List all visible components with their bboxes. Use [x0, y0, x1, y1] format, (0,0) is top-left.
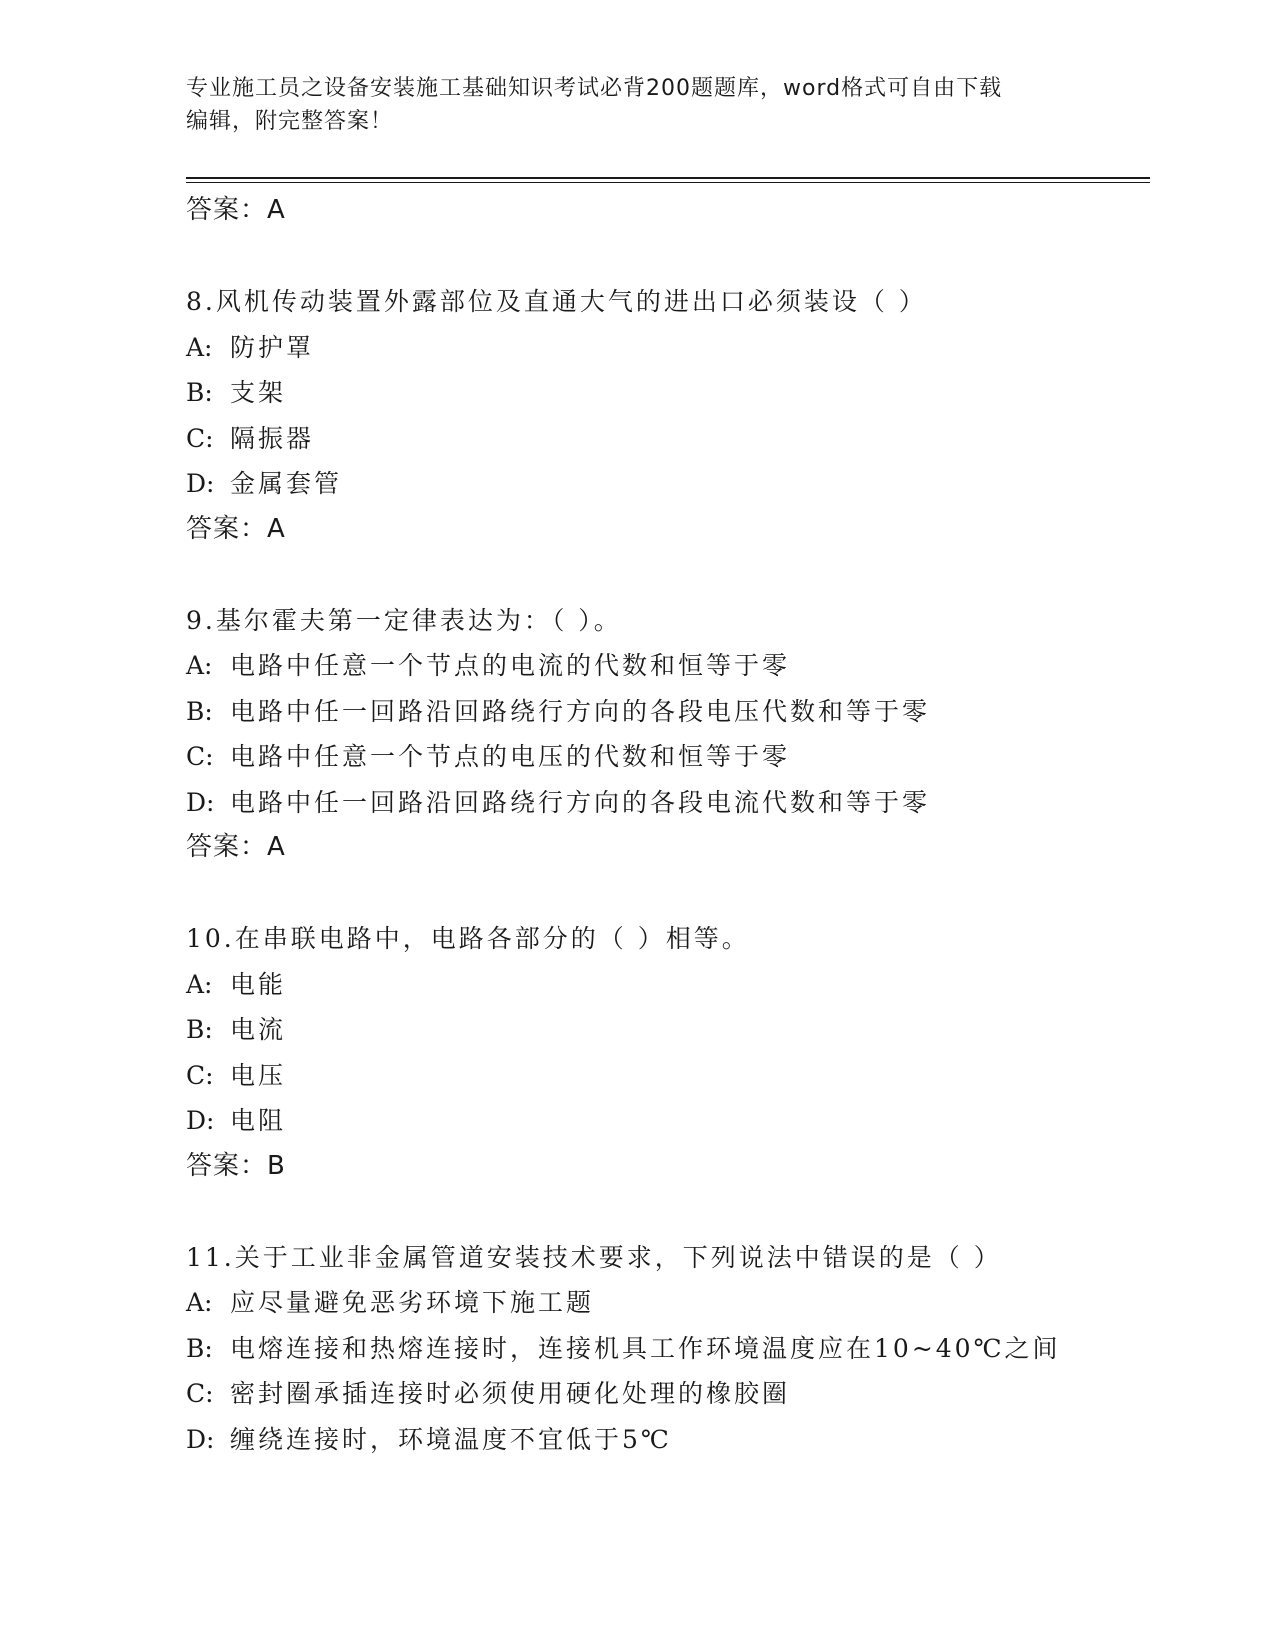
option-letter: C:: [186, 1379, 214, 1408]
header-divider-thin: [186, 182, 1150, 183]
option-text: 电路中任意一个节点的电压的代数和恒等于零: [230, 742, 791, 771]
header-line-1: 专业施工员之设备安装施工基础知识考试必背200题题库，word格式可自由下载: [186, 76, 1003, 101]
option-text: 防护罩: [230, 332, 315, 362]
spacer: [186, 871, 1146, 917]
question-block: [186, 916, 1146, 1189]
option-letter: B:: [186, 696, 213, 726]
option-text: 电压: [230, 1060, 287, 1090]
option-row: [186, 1417, 1146, 1463]
answer-line: 答案：A: [186, 513, 286, 544]
option-row: [186, 1280, 1146, 1326]
previous-answer: 答案：A: [186, 195, 286, 225]
option-letter: D:: [186, 1106, 215, 1135]
option-letter: C:: [186, 423, 214, 453]
spacer: [186, 234, 1146, 280]
option-letter: A:: [186, 969, 213, 999]
option-row: [186, 962, 1146, 1008]
option-row: [186, 643, 1146, 689]
option-text: 应尽量避免恶劣环境下施工题: [230, 1288, 595, 1317]
option-row: [186, 370, 1146, 416]
option-letter: C:: [186, 1060, 214, 1090]
option-text: 隔振器: [230, 423, 315, 453]
answer-line: 答案：A: [186, 832, 286, 862]
option-row: [186, 780, 1146, 826]
header-divider-thick: [186, 177, 1150, 179]
option-text: 缠绕连接时，环境温度不宜低于5℃: [230, 1424, 672, 1454]
option-row: [186, 1098, 1146, 1144]
option-row: [186, 416, 1146, 462]
option-row: [186, 1371, 1146, 1417]
question-stem: 8.风机传动装置外露部位及直通大气的进出口必须装设（ ）: [186, 287, 927, 316]
option-text: 电熔连接和热熔连接时，连接机具工作环境温度应在10~40℃之间: [230, 1333, 1061, 1363]
option-letter: D:: [186, 1424, 215, 1454]
option-text: 电路中任一回路沿回路绕行方向的各段电流代数和等于零: [230, 787, 931, 817]
question-stem: 11.关于工业非金属管道安装技术要求，下列说法中错误的是（ ）: [186, 1242, 1002, 1272]
option-letter: A:: [186, 332, 213, 362]
question-stem: 9.基尔霍夫第一定律表达为：（ ）。: [186, 605, 622, 635]
question-list: [186, 188, 1146, 1462]
option-row: [186, 1007, 1146, 1053]
option-row: [186, 1326, 1146, 1372]
spacer: [186, 552, 1146, 598]
question-block: [186, 1235, 1146, 1463]
option-letter: A:: [186, 1288, 213, 1317]
header-line-2: 编辑，附完整答案！: [186, 109, 394, 134]
document-header: [186, 72, 1086, 138]
option-row: [186, 325, 1146, 371]
option-letter: B:: [186, 1333, 213, 1363]
option-row: [186, 1053, 1146, 1099]
question-block: [186, 279, 1146, 552]
option-text: 电路中任意一个节点的电流的代数和恒等于零: [230, 651, 791, 680]
option-text: 电流: [230, 1015, 287, 1044]
option-text: 电能: [230, 969, 287, 999]
option-letter: C:: [186, 742, 214, 771]
question-stem: 10.在串联电路中，电路各部分的（ ）相等。: [186, 924, 750, 953]
option-text: 支架: [230, 378, 287, 407]
option-letter: B:: [186, 1015, 213, 1044]
option-row: [186, 734, 1146, 780]
answer-line: 答案：B: [186, 1150, 286, 1181]
option-letter: D:: [186, 787, 215, 817]
option-letter: D:: [186, 469, 215, 498]
option-text: 金属套管: [230, 469, 343, 498]
option-text: 电阻: [230, 1106, 287, 1135]
option-text: 密封圈承插连接时必须使用硬化处理的橡胶圈: [230, 1379, 791, 1408]
option-letter: B:: [186, 378, 213, 407]
option-letter: A:: [186, 651, 213, 680]
option-text: 电路中任一回路沿回路绕行方向的各段电压代数和等于零: [230, 696, 931, 726]
option-row: [186, 689, 1146, 735]
option-row: [186, 461, 1146, 507]
spacer: [186, 1189, 1146, 1235]
question-block: [186, 598, 1146, 871]
